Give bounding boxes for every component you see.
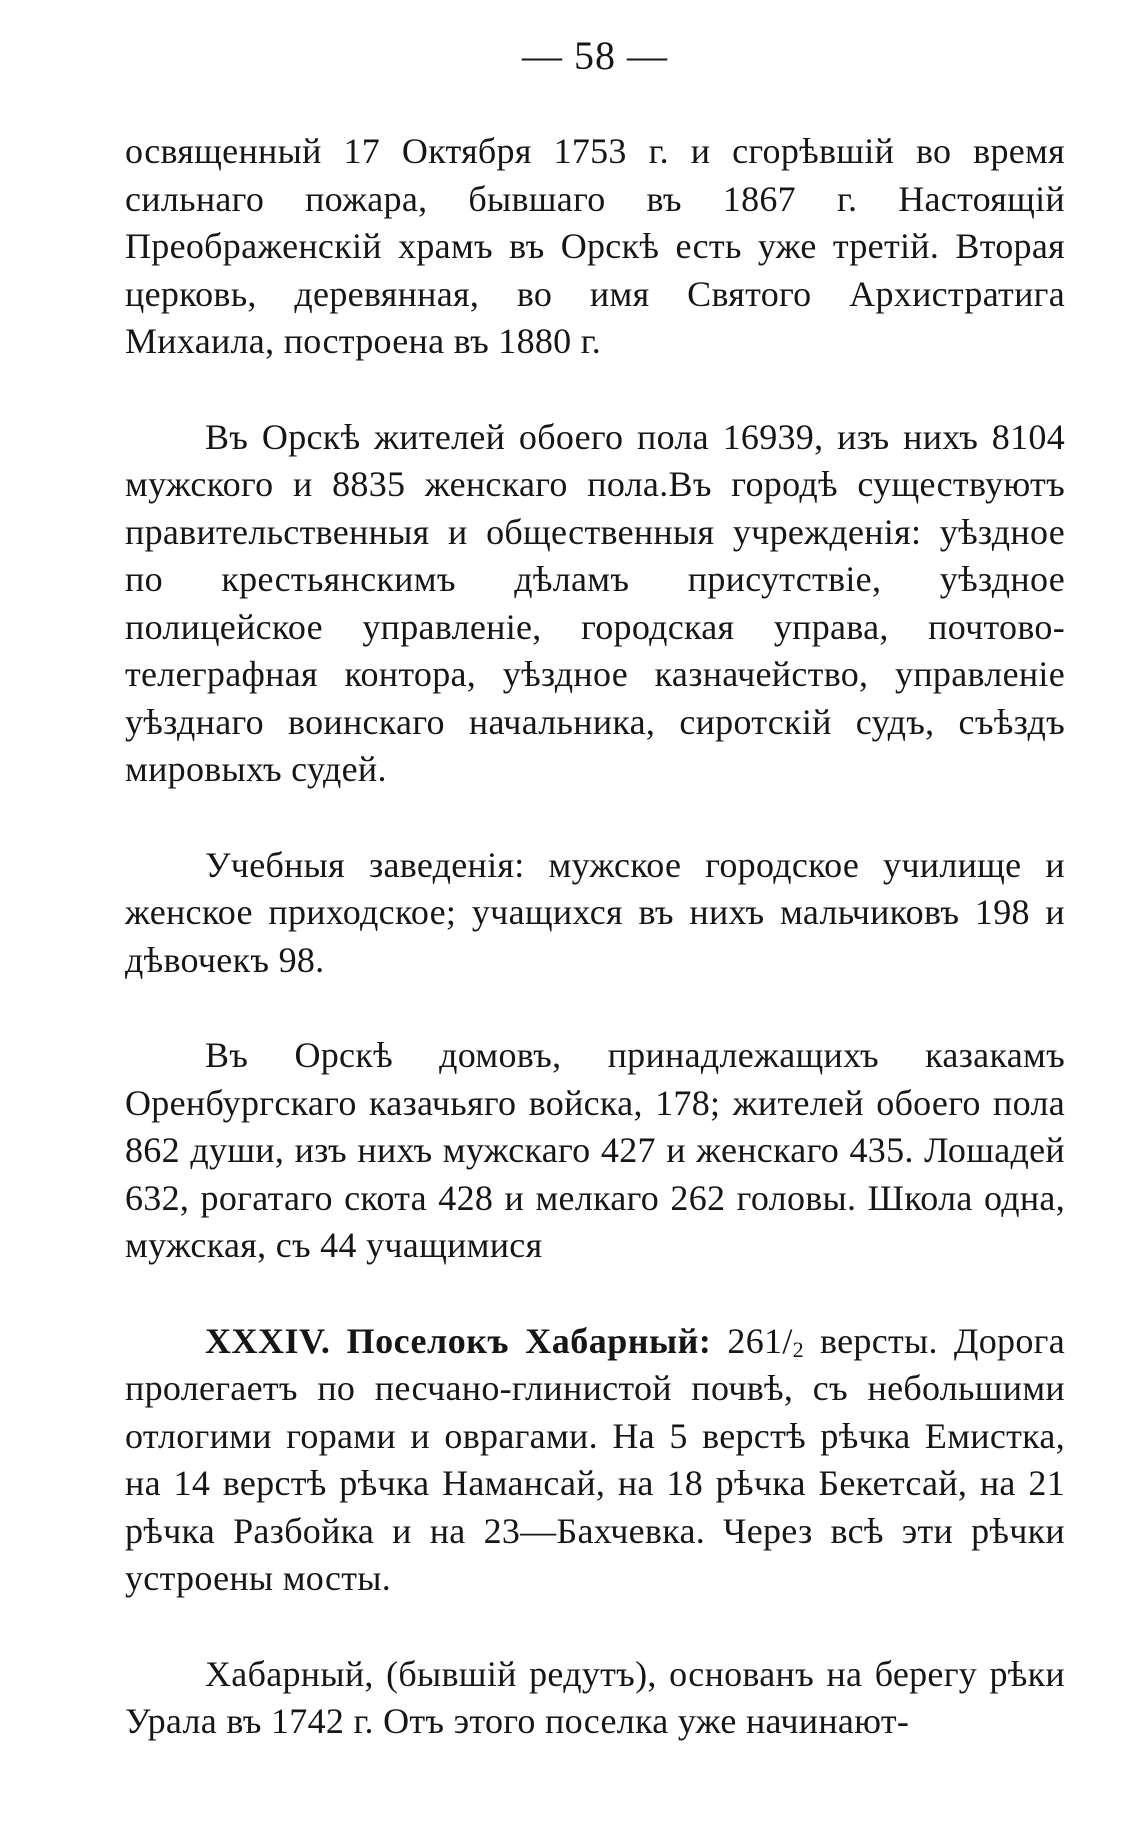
distance-fraction: 1/ xyxy=(764,1320,793,1361)
paragraph-orsk-church: освященный 17 Октября 1753 г. и сгорѣвшій во время сильнаго пожара, бывшаго въ 1867 г. Настоящій Преображенскій храмъ въ Орскѣ есть уже третій. Вторая церковь, деревянная, во имя Святого Архистратига Михаила, построена въ 1880 г. xyxy=(125,131,1065,361)
route-text: версты. Дорога пролегаетъ по песчано-глинистой почвѣ, съ небольшими отлогими горами и оврагами. На 5 верстѣ рѣчка Емистка, на 14 верстѣ рѣчка Намансай, на 18 рѣчка Бекетсай, на 21 рѣчка Разбойка и на 23—Бахчевка. Через всѣ эти рѣчки устроены мосты. xyxy=(125,1320,1065,1598)
paragraph-orsk-population: Въ Орскѣ жителей обоего пола 16939, изъ нихъ 8104 мужского и 8835 женскаго пола.Въ городѣ существуютъ правительственныя и общественныя учрежденія: уѣздное по крестьянскимъ дѣламъ присутствіе, уѣздное полицейское управленіе, городская управа, почтово-телеграфная контора, уѣздное казначейство, управленіе уѣзднаго воинскаго начальника, сиротскій судъ, съѣздъ мировыхъ судей. xyxy=(125,416,1065,789)
paragraph-khabarny-route xyxy=(125,1318,1065,1603)
paragraph-gap xyxy=(125,984,1065,1032)
paragraph-gap xyxy=(125,366,1065,414)
paragraph-orsk-cossacks: Въ Орскѣ домовъ, принадлежащихъ казакамъ Оренбургскаго казачьяго войска, 178; жителей обоего пола 862 души, изъ нихъ мужскаго 427 и женскаго 435. Лошадей 632, рогатаго скота 428 и мелкаго 262 головы. Школа одна, мужская, съ 44 учащимися xyxy=(125,1035,1065,1265)
section-heading: XXXIV. Поселокъ Хабарный: xyxy=(205,1320,712,1361)
paragraph-khabarny-history: Хабарный, (бывшій редутъ), основанъ на берегу рѣки Урала въ 1742 г. Отъ этого поселка уже начинают- xyxy=(125,1653,1065,1741)
distance-whole: 26 xyxy=(727,1320,765,1361)
paragraph-gap xyxy=(125,1603,1065,1651)
page-number: — 58 — xyxy=(522,33,668,78)
distance-subscript: 2 xyxy=(792,1336,804,1362)
book-page xyxy=(125,30,1065,1746)
paragraph-gap xyxy=(125,1270,1065,1318)
paragraph-gap xyxy=(125,794,1065,842)
paragraph-orsk-schools: Учебныя заведенія: мужское городское училище и женское приходское; учащихся въ нихъ мальчиковъ 198 и дѣвочекъ 98. xyxy=(125,844,1065,980)
